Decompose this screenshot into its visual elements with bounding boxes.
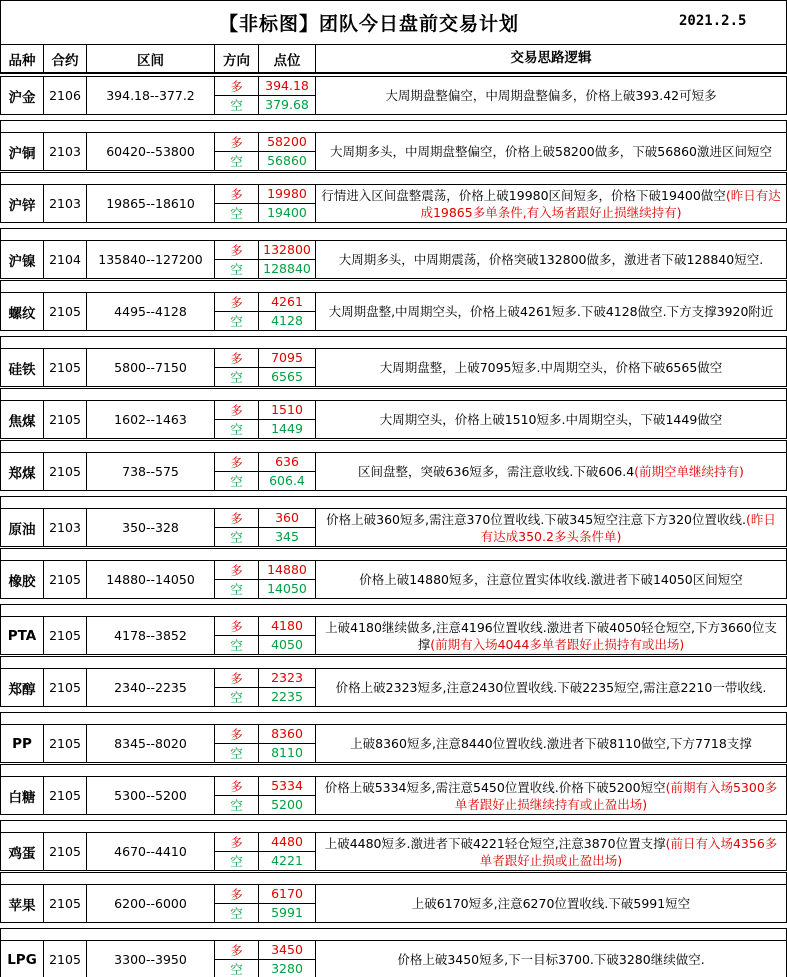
trading-logic-text [320,951,782,968]
price-range: 3300--3950 [87,941,215,977]
table-row [0,348,787,387]
direction-short: 空 [230,97,243,113]
direction-short: 空 [230,637,243,653]
trading-logic-text [320,187,782,221]
commodity-name: LPG [1,941,44,977]
logic-main-text: 上破6170短多,注意6270位置收线.下破5991短空 [411,896,691,911]
direction-short: 空 [230,473,243,489]
short-price-level: 14050 [267,581,307,597]
row-separator [0,280,787,292]
price-range: 1602--1463 [87,401,215,438]
short-price-level: 379.68 [265,97,309,113]
price-range: 2340--2235 [87,669,215,706]
price-level-cell [259,77,316,114]
trading-logic-text [320,511,782,545]
price-level-cell [259,941,316,977]
logic-main-text: 价格上破360短多,需注意370位置收线.下破345短空注意下方320位置收线. [326,511,746,527]
short-price-level: 4128 [271,313,303,329]
trading-logic [316,833,786,870]
short-price-level: 19400 [267,205,307,221]
price-range: 5800--7150 [87,349,215,386]
trading-logic-text [320,359,782,376]
long-price-level: 4261 [259,293,315,312]
row-separator [0,764,787,776]
price-range: 60420--53800 [87,133,215,170]
direction-short: 空 [230,689,243,705]
direction-short: 空 [230,905,243,921]
contract-month: 2103 [44,509,87,546]
logic-main-text: 上破4480短多.激进者下破4221轻仓短空,注意3870位置支撑 [324,835,666,851]
trading-logic [316,453,786,490]
commodity-name: 白糖 [1,777,44,814]
trading-logic-text [320,87,782,104]
long-price-level: 2323 [259,669,315,688]
contract-month: 2103 [44,185,87,222]
direction-cell [215,401,259,438]
direction-long: 多 [215,669,258,688]
long-price-level: 7095 [259,349,315,368]
logic-main-text: 价格上破14880短多，注意位置实体收线.激进者下破14050区间短空 [359,572,743,587]
logic-note-text: (前日有入场4356多单者跟好止损或止盈出场) [479,835,778,868]
direction-long: 多 [215,133,258,152]
logic-note-text: (前期有入场5300多单者跟好止损继续持有或止盈出场) [454,779,778,812]
logic-main-text: 大周期多头，中周期盘整偏空，价格上破58200做多，下破56860激进区间短空 [329,144,773,159]
price-range: 135840--127200 [87,241,215,278]
direction-cell [215,561,259,598]
commodity-name: 沪锌 [1,185,44,222]
row-separator [0,228,787,240]
direction-long: 多 [215,185,258,204]
row-separator [0,712,787,724]
direction-long: 多 [215,349,258,368]
trading-logic [316,241,786,278]
header-price: 点位 [259,45,316,72]
header-logic: 交易思路逻辑 [510,50,592,66]
trading-logic-text [320,895,782,912]
logic-main-text: 价格上破2323短多,注意2430位置收线.下破2235短空,需注意2210一带收线. [335,680,767,695]
page-title: 【非标图】团队今日盘前交易计划 [219,13,520,35]
commodity-name: 郑醇 [1,669,44,706]
direction-long: 多 [215,77,258,96]
header-direction: 方向 [215,45,259,72]
contract-month: 2105 [44,669,87,706]
logic-main-text: 上破4180继续做多,注意4196位置收线.激进者下破4050轻仓短空,下方3660位支撑 [325,619,777,652]
short-price-level: 4221 [271,853,303,869]
trading-logic [316,185,786,222]
short-price-level: 345 [275,529,299,545]
contract-month: 2105 [44,401,87,438]
short-price-level: 5991 [271,905,303,921]
direction-cell [215,509,259,546]
long-price-level: 14880 [259,561,315,580]
price-level-cell [259,241,316,278]
contract-month: 2105 [44,725,87,762]
commodity-name: 焦煤 [1,401,44,438]
trading-logic-text [320,735,782,752]
logic-main-text: 大周期盘整,中周期空头，价格上破4261短多.下破4128做空.下方支撑3920附近 [328,304,774,319]
logic-note-text: (前期有入场4044多单者跟好止损持有或出场) [430,636,685,652]
trading-logic-text [320,303,782,320]
commodity-name: 郑煤 [1,453,44,490]
contract-month: 2105 [44,885,87,922]
trading-logic-text [320,835,782,869]
contract-month: 2105 [44,349,87,386]
direction-long: 多 [215,561,258,580]
short-price-level: 8110 [271,745,303,761]
price-level-cell [259,401,316,438]
row-separator [0,440,787,452]
row-separator [0,172,787,184]
direction-short: 空 [230,205,243,221]
trading-logic [316,561,786,598]
row-separator [0,496,787,508]
price-level-cell [259,561,316,598]
price-level-cell [259,777,316,814]
direction-short: 空 [230,261,243,277]
direction-long: 多 [215,293,258,312]
table-row [0,560,787,599]
price-range: 4495--4128 [87,293,215,330]
logic-note-text: (昨日有达成19865多单条件,有入场者跟好止损继续持有) [420,187,781,220]
row-separator [0,388,787,400]
table-row [0,776,787,815]
logic-note-text: (昨日有达成350.2多头条件单) [480,511,776,544]
direction-cell [215,185,259,222]
price-level-cell [259,293,316,330]
price-range: 4670--4410 [87,833,215,870]
short-price-level: 128840 [263,261,311,277]
commodity-name: 鸡蛋 [1,833,44,870]
contract-month: 2105 [44,941,87,977]
table-row [0,184,787,223]
long-price-level: 4480 [259,833,315,852]
commodity-name: 原油 [1,509,44,546]
short-price-level: 606.4 [269,473,305,489]
price-range: 4178--3852 [87,617,215,654]
direction-cell [215,293,259,330]
logic-main-text: 价格上破5334短多,需注意5450位置收线.价格下破5200短空 [324,779,666,795]
direction-long: 多 [215,509,258,528]
logic-main-text: 大周期多头，中周期震荡，价格突破132800做多，激进者下破128840短空. [338,252,764,267]
direction-short: 空 [230,581,243,597]
price-level-cell [259,617,316,654]
logic-main-text: 大周期盘整，上破7095短多.中周期空头，价格下破6565做空 [379,360,723,375]
trading-logic [316,349,786,386]
long-price-level: 8360 [259,725,315,744]
direction-cell [215,833,259,870]
trading-logic-text [320,779,782,813]
header-contract: 合约 [44,45,87,72]
direction-long: 多 [215,241,258,260]
long-price-level: 19980 [259,185,315,204]
table-row [0,668,787,707]
direction-long: 多 [215,401,258,420]
price-range: 350--328 [87,509,215,546]
logic-main-text: 价格上破3450短多,下一目标3700.下破3280继续做空. [397,952,705,967]
long-price-level: 5334 [259,777,315,796]
direction-short: 空 [230,153,243,169]
commodity-name: PP [1,725,44,762]
table-row [0,940,787,977]
trading-logic-text [320,251,782,268]
row-separator [0,928,787,940]
header-name: 品种 [1,45,44,72]
trading-logic [316,293,786,330]
table-row [0,452,787,491]
contract-month: 2105 [44,293,87,330]
contract-month: 2105 [44,453,87,490]
short-price-level: 5200 [271,797,303,813]
logic-main-text: 行情进入区间盘整震荡，价格上破19980区间短多，价格下破19400做空 [321,187,726,203]
direction-short: 空 [230,313,243,329]
direction-short: 空 [230,529,243,545]
short-price-level: 4050 [271,637,303,653]
direction-short: 空 [230,797,243,813]
trading-logic-text [320,143,782,160]
table-row [0,76,787,115]
direction-cell [215,77,259,114]
short-price-level: 6565 [271,369,303,385]
commodity-name: 沪金 [1,77,44,114]
contract-month: 2105 [44,561,87,598]
logic-main-text: 上破8360短多,注意8440位置收线.激进者下破8110做空,下方7718支撑 [350,736,752,751]
long-price-level: 6170 [259,885,315,904]
short-price-level: 56860 [267,153,307,169]
price-level-cell [259,509,316,546]
direction-long: 多 [215,885,258,904]
long-price-level: 636 [259,453,315,472]
contract-month: 2103 [44,133,87,170]
contract-month: 2104 [44,241,87,278]
direction-cell [215,617,259,654]
header-range: 区间 [87,45,215,72]
direction-cell [215,941,259,977]
trading-logic-text [320,679,782,696]
price-range: 8345--8020 [87,725,215,762]
commodity-name: 螺纹 [1,293,44,330]
direction-short: 空 [230,853,243,869]
logic-main-text: 大周期盘整偏空，中周期盘整偏多，价格上破393.42可短多 [385,88,717,103]
contract-month: 2105 [44,833,87,870]
price-level-cell [259,133,316,170]
table-row [0,724,787,763]
short-price-level: 1449 [271,421,303,437]
direction-cell [215,725,259,762]
direction-short: 空 [230,745,243,761]
trading-logic [316,133,786,170]
table-row [0,616,787,655]
trading-logic [316,885,786,922]
price-range: 394.18--377.2 [87,77,215,114]
long-price-level: 4180 [259,617,315,636]
trading-logic [316,725,786,762]
price-level-cell [259,725,316,762]
row-separator [0,656,787,668]
direction-long: 多 [215,777,258,796]
table-row [0,884,787,923]
commodity-name: 苹果 [1,885,44,922]
trading-logic [316,777,786,814]
long-price-level: 3450 [259,941,315,960]
direction-cell [215,349,259,386]
price-level-cell [259,185,316,222]
direction-short: 空 [230,961,243,977]
trading-logic [316,509,786,546]
direction-cell [215,777,259,814]
long-price-level: 1510 [259,401,315,420]
contract-month: 2105 [44,777,87,814]
price-level-cell [259,453,316,490]
trading-logic [316,617,786,654]
row-separator [0,548,787,560]
direction-long: 多 [215,725,258,744]
long-price-level: 360 [259,509,315,528]
row-separator [0,336,787,348]
logic-note-text: (前期空单继续持有) [634,464,744,479]
contract-month: 2105 [44,617,87,654]
trading-logic [316,941,786,977]
direction-short: 空 [230,421,243,437]
direction-cell [215,133,259,170]
commodity-name: PTA [1,617,44,654]
price-level-cell [259,669,316,706]
price-range: 6200--6000 [87,885,215,922]
table-header [0,44,787,74]
short-price-level: 3280 [271,961,303,977]
table-row [0,240,787,279]
trading-logic-text [320,411,782,428]
long-price-level: 58200 [259,133,315,152]
trading-logic-text [320,463,782,480]
row-separator [0,120,787,132]
plan-date: 2021.2.5 [679,13,747,29]
table-row [0,132,787,171]
direction-long: 多 [215,941,258,960]
trading-logic-text [320,571,782,588]
logic-main-text: 大周期空头，价格上破1510短多.中周期空头，下破1449做空 [379,412,723,427]
price-level-cell [259,349,316,386]
direction-long: 多 [215,617,258,636]
logic-main-text: 区间盘整，突破636短多，需注意收线.下破606.4 [358,464,635,479]
table-row [0,508,787,547]
trading-logic [316,669,786,706]
long-price-level: 394.18 [259,77,315,96]
direction-short: 空 [230,369,243,385]
direction-cell [215,669,259,706]
direction-long: 多 [215,833,258,852]
price-range: 19865--18610 [87,185,215,222]
trading-logic-text [320,619,782,653]
table-row [0,832,787,871]
commodity-name: 橡胶 [1,561,44,598]
trading-logic [316,77,786,114]
trading-logic [316,401,786,438]
price-range: 14880--14050 [87,561,215,598]
row-separator [0,820,787,832]
price-range: 738--575 [87,453,215,490]
commodity-name: 沪镍 [1,241,44,278]
price-level-cell [259,885,316,922]
contract-month: 2106 [44,77,87,114]
price-range: 5300--5200 [87,777,215,814]
direction-long: 多 [215,453,258,472]
commodity-name: 沪铜 [1,133,44,170]
direction-cell [215,241,259,278]
direction-cell [215,885,259,922]
row-separator [0,872,787,884]
table-row [0,400,787,439]
short-price-level: 2235 [271,689,303,705]
price-level-cell [259,833,316,870]
row-separator [0,604,787,616]
long-price-level: 132800 [259,241,315,260]
direction-cell [215,453,259,490]
table-row [0,292,787,331]
title-bar [0,0,787,44]
commodity-name: 硅铁 [1,349,44,386]
